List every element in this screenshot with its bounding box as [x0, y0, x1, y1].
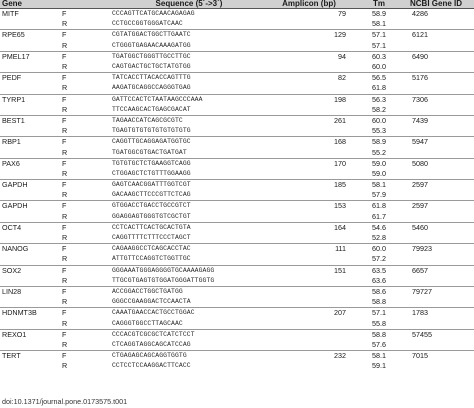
table-row: [0, 254, 474, 265]
sequence-cell: TATCACCTTACACCAGTTTG: [110, 73, 268, 84]
ncbi-gene-id-cell: [408, 105, 474, 116]
direction-cell: R: [62, 40, 68, 50]
tm-cell: 58.1: [372, 19, 386, 29]
amplicon-cell: 170: [268, 158, 350, 169]
amplicon-cell: [268, 297, 350, 308]
ncbi-gene-id-cell: 79923: [408, 244, 474, 255]
direction-cell: F: [60, 158, 110, 169]
ncbi-gene-id-cell: [408, 318, 474, 329]
amplicon-cell: [268, 318, 350, 329]
direction-cell: F: [60, 265, 110, 276]
amplicon-cell: 207: [268, 308, 350, 319]
ncbi-gene-id-cell: 4286: [408, 9, 474, 20]
ncbi-gene-id-cell: [408, 212, 474, 223]
ncbi-gene-id-cell: [408, 41, 474, 52]
sequence-cell: ACCGGACCTGGCTGATGG: [110, 286, 268, 297]
amplicon-cell: [268, 169, 350, 180]
amplicon-cell: 153: [268, 201, 350, 212]
table-row: [0, 340, 474, 351]
sequence-cell: CTGGAGCTCTGTTTGGAAGG: [112, 169, 191, 177]
tm-cell: 58.9: [350, 137, 408, 148]
amplicon-cell: [268, 254, 350, 265]
sequence-cell: GTGGACCTGACCTGCCGTCT: [110, 201, 268, 212]
col-header-ncbi-gene-id: NCBI Gene ID: [408, 0, 474, 9]
table-row: [0, 83, 474, 94]
direction-cell: F: [60, 30, 110, 41]
table-row: [0, 94, 474, 105]
direction-cell: R: [62, 83, 68, 93]
direction-cell: F: [60, 115, 110, 126]
amplicon-cell: 185: [268, 180, 350, 191]
direction-cell: R: [62, 62, 68, 72]
tm-cell: 58.8: [372, 297, 386, 307]
ncbi-gene-id-cell: [408, 190, 474, 201]
col-header-direction: [60, 0, 110, 9]
sequence-cell: GGGCCGAAGGACTCCAACTA: [112, 298, 191, 306]
gene-cell: [0, 318, 60, 329]
amplicon-cell: 94: [268, 51, 350, 62]
doi-caption: doi:10.1371/journal.pone.0173575.t001: [2, 397, 128, 406]
tm-cell: 56.5: [350, 73, 408, 84]
tm-cell: 60.0: [350, 115, 408, 126]
gene-cell: [0, 83, 60, 94]
table-row: [0, 51, 474, 62]
table-row: [0, 73, 474, 84]
direction-cell: F: [60, 351, 110, 362]
amplicon-cell: [268, 126, 350, 137]
sequence-cell: CCCAGTTCATGCAACAGAGAG: [110, 9, 268, 20]
tm-cell: 61.8: [350, 201, 408, 212]
direction-cell: F: [60, 73, 110, 84]
table-row: [0, 9, 474, 20]
ncbi-gene-id-cell: 7439: [408, 115, 474, 126]
table-header: [0, 0, 474, 9]
ncbi-gene-id-cell: [408, 126, 474, 137]
gene-cell: [0, 147, 60, 158]
ncbi-gene-id-cell: 6490: [408, 51, 474, 62]
amplicon-cell: [268, 276, 350, 287]
table-row: [0, 265, 474, 276]
gene-cell: SOX2: [0, 265, 60, 276]
col-header-sequence: Sequence (5´->3´): [110, 0, 268, 9]
gene-cell: REXO1: [0, 329, 60, 340]
gene-cell: [0, 254, 60, 265]
direction-cell: R: [62, 168, 68, 178]
table-row: [0, 19, 474, 30]
sequence-cell: CAGGTTGCAGGAGATGGTGC: [110, 137, 268, 148]
sequence-cell: CAGGTTTTCTTTCCCTAGCT: [112, 234, 191, 242]
sequence-cell: CTGAGAGCAGCAGGTGGTG: [110, 351, 268, 362]
gene-cell: [0, 62, 60, 73]
gene-cell: OCT4: [0, 222, 60, 233]
direction-cell: F: [60, 9, 110, 20]
direction-cell: R: [62, 254, 68, 264]
direction-cell: F: [60, 308, 110, 319]
ncbi-gene-id-cell: [408, 19, 474, 30]
direction-cell: R: [62, 211, 68, 221]
table-row: [0, 329, 474, 340]
amplicon-cell: [268, 19, 350, 30]
sequence-cell: CTCAGGTAGGCAGCATCCAG: [112, 340, 191, 348]
sequence-cell: TGATGGCTGGGTTGCCTTGC: [110, 51, 268, 62]
table-row: [0, 361, 474, 371]
sequence-cell: ATTGTTCCAGGTCTGGTTGC: [112, 255, 191, 263]
sequence-cell: CTGGGTGAGAACAAAGATGG: [112, 41, 191, 49]
ncbi-gene-id-cell: 57455: [408, 329, 474, 340]
sequence-cell: TTCCAAGCACTGAGCGACAT: [112, 105, 191, 113]
sequence-cell: CAGAAGGCCTCAGCACCTAC: [110, 244, 268, 255]
direction-cell: R: [62, 318, 68, 328]
sequence-cell: CAGGGTGGCCTTAGCAAC: [112, 319, 183, 327]
table-row: [0, 212, 474, 223]
gene-cell: PEDF: [0, 73, 60, 84]
amplicon-cell: [268, 286, 350, 297]
sequence-cell: TGAGTGTGTGTGTGTGTGTG: [112, 127, 191, 135]
tm-cell: 63.6: [372, 275, 386, 285]
tm-cell: 58.1: [350, 351, 408, 362]
gene-cell: LIN28: [0, 286, 60, 297]
gene-cell: RPE65: [0, 30, 60, 41]
direction-cell: F: [60, 244, 110, 255]
tm-cell: 59.1: [372, 361, 386, 371]
amplicon-cell: 198: [268, 94, 350, 105]
tm-cell: 60.0: [372, 62, 386, 72]
table-row: [0, 62, 474, 73]
tm-cell: 57.1: [350, 30, 408, 41]
table-row: [0, 201, 474, 212]
direction-cell: R: [62, 233, 68, 243]
tm-cell: 55.2: [372, 147, 386, 157]
gene-cell: [0, 19, 60, 30]
gene-cell: [0, 105, 60, 116]
table-row: [0, 147, 474, 158]
ncbi-gene-id-cell: [408, 83, 474, 94]
direction-cell: R: [62, 297, 68, 307]
table-row: [0, 308, 474, 319]
direction-cell: R: [62, 126, 68, 136]
ncbi-gene-id-cell: 2597: [408, 180, 474, 191]
amplicon-cell: [268, 340, 350, 351]
gene-cell: TERT: [0, 351, 60, 362]
gene-cell: HDNMT3B: [0, 308, 60, 319]
ncbi-gene-id-cell: 7306: [408, 94, 474, 105]
gene-cell: PAX6: [0, 158, 60, 169]
gene-cell: [0, 190, 60, 201]
amplicon-cell: 164: [268, 222, 350, 233]
amplicon-cell: [268, 105, 350, 116]
amplicon-cell: [268, 41, 350, 52]
ncbi-gene-id-cell: 6657: [408, 265, 474, 276]
direction-cell: F: [60, 329, 110, 340]
table-row: [0, 318, 474, 329]
table-row: [0, 30, 474, 41]
gene-cell: [0, 361, 60, 371]
table-row: [0, 158, 474, 169]
gene-cell: NANOG: [0, 244, 60, 255]
ncbi-gene-id-cell: 1783: [408, 308, 474, 319]
amplicon-cell: 82: [268, 73, 350, 84]
table-row: [0, 276, 474, 287]
tm-cell: 54.6: [350, 222, 408, 233]
direction-cell: F: [60, 286, 110, 297]
tm-cell: 57.1: [350, 308, 408, 319]
table-row: [0, 190, 474, 201]
amplicon-cell: 151: [268, 265, 350, 276]
ncbi-gene-id-cell: 5080: [408, 158, 474, 169]
sequence-cell: CAAATGAACCACTGCCTGGAC: [110, 308, 268, 319]
gene-cell: [0, 297, 60, 308]
direction-cell: R: [62, 275, 68, 285]
gene-cell: GAPDH: [0, 201, 60, 212]
table-row: [0, 233, 474, 244]
tm-cell: 55.8: [372, 318, 386, 328]
direction-cell: R: [62, 104, 68, 114]
direction-cell: R: [62, 361, 68, 371]
direction-cell: F: [60, 180, 110, 191]
sequence-cell: CCCACGTCGCGCTCATCTCCT: [110, 329, 268, 340]
tm-cell: 61.7: [372, 211, 386, 221]
tm-cell: 57.1: [372, 40, 386, 50]
gene-cell: [0, 126, 60, 137]
sequence-cell: AAGATGCAGGCCAGGGTGAG: [112, 84, 191, 92]
amplicon-cell: 79: [268, 9, 350, 20]
gene-cell: [0, 212, 60, 223]
tm-cell: 59.0: [372, 168, 386, 178]
table-row: [0, 351, 474, 362]
ncbi-gene-id-cell: [408, 297, 474, 308]
ncbi-gene-id-cell: 6121: [408, 30, 474, 41]
table-row: [0, 286, 474, 297]
tm-cell: 58.1: [350, 180, 408, 191]
sequence-cell: GACAAGCTTCCCGTTCTCAG: [112, 191, 191, 199]
amplicon-cell: 111: [268, 244, 350, 255]
table-row: [0, 137, 474, 148]
direction-cell: F: [60, 201, 110, 212]
sequence-cell: TGATGGCGTGACTGATGAT: [112, 148, 187, 156]
amplicon-cell: [268, 212, 350, 223]
direction-cell: F: [60, 222, 110, 233]
sequence-cell: GGGAAATGGGAGGGGTGCAAAAGAGG: [110, 265, 268, 276]
ncbi-gene-id-cell: 5947: [408, 137, 474, 148]
gene-cell: MITF: [0, 9, 60, 20]
col-header-amplicon: Amplicon (bp): [268, 0, 350, 9]
ncbi-gene-id-cell: [408, 233, 474, 244]
ncbi-gene-id-cell: [408, 62, 474, 73]
amplicon-cell: [268, 190, 350, 201]
tm-cell: 55.3: [372, 126, 386, 136]
amplicon-cell: 129: [268, 30, 350, 41]
ncbi-gene-id-cell: 5176: [408, 73, 474, 84]
sequence-cell: TGTGTGCTCTGAAGGTCAGG: [110, 158, 268, 169]
table-row: [0, 222, 474, 233]
table-row: [0, 169, 474, 180]
sequence-cell: GATTCCACTCTAATAAGCCCAAA: [110, 94, 268, 105]
table-row: [0, 126, 474, 137]
sequence-cell: CCTGCCGGTGGGATCAAC: [112, 20, 183, 28]
amplicon-cell: [268, 83, 350, 94]
table-row: [0, 41, 474, 52]
gene-cell: RBP1: [0, 137, 60, 148]
table-body: [0, 9, 474, 372]
sequence-cell: GAGTCAACGGATTTGGTCGT: [110, 180, 268, 191]
amplicon-cell: [268, 329, 350, 340]
table-row: [0, 297, 474, 308]
sequence-cell: CCTCCTCCAAGGACTTCACC: [112, 362, 191, 370]
sequence-cell: CCTCACTTCACTGCACTGTA: [110, 222, 268, 233]
table-row: [0, 244, 474, 255]
gene-cell: PMEL17: [0, 51, 60, 62]
col-header-gene: Gene: [0, 0, 60, 9]
table-row: [0, 180, 474, 191]
amplicon-cell: 261: [268, 115, 350, 126]
tm-cell: 61.8: [372, 83, 386, 93]
table-row: [0, 115, 474, 126]
tm-cell: 58.2: [372, 104, 386, 114]
sequence-cell: TTGCGTGAGTGTGGATGGGATTGGTG: [112, 276, 215, 284]
amplicon-cell: 232: [268, 351, 350, 362]
sequence-cell: CGTATGGACTGGCTTGAATC: [110, 30, 268, 41]
gene-cell: [0, 169, 60, 180]
amplicon-cell: 168: [268, 137, 350, 148]
direction-cell: R: [62, 339, 68, 349]
tm-cell: 58.8: [350, 329, 408, 340]
tm-cell: 59.0: [350, 158, 408, 169]
header-row: [0, 0, 474, 9]
amplicon-cell: [268, 147, 350, 158]
tm-cell: 58.9: [350, 9, 408, 20]
direction-cell: R: [62, 19, 68, 29]
ncbi-gene-id-cell: [408, 340, 474, 351]
sequence-cell: TAGAACCATCAGCGCGTC: [110, 115, 268, 126]
gene-cell: [0, 41, 60, 52]
table-row: [0, 105, 474, 116]
direction-cell: F: [60, 94, 110, 105]
ncbi-gene-id-cell: [408, 276, 474, 287]
tm-cell: 52.8: [372, 233, 386, 243]
tm-cell: 57.9: [372, 190, 386, 200]
direction-cell: R: [62, 190, 68, 200]
gene-cell: GAPDH: [0, 180, 60, 191]
direction-cell: F: [60, 51, 110, 62]
ncbi-gene-id-cell: 79727: [408, 286, 474, 297]
amplicon-cell: [268, 233, 350, 244]
ncbi-gene-id-cell: [408, 147, 474, 158]
amplicon-cell: [268, 361, 350, 371]
amplicon-cell: [268, 62, 350, 73]
tm-cell: 63.5: [350, 265, 408, 276]
sequence-cell: GGAGGAGTGGGTGTCGCTGT: [112, 212, 191, 220]
gene-cell: TYRP1: [0, 94, 60, 105]
sequence-cell: CAGTGACTGCTGCTATGTGG: [112, 63, 191, 71]
tm-cell: 57.2: [372, 254, 386, 264]
gene-cell: [0, 340, 60, 351]
ncbi-gene-id-cell: 7015: [408, 351, 474, 362]
gene-cell: BEST1: [0, 115, 60, 126]
tm-cell: 58.6: [350, 286, 408, 297]
tm-cell: 60.0: [350, 244, 408, 255]
tm-cell: 57.6: [372, 339, 386, 349]
gene-cell: [0, 276, 60, 287]
tm-cell: 60.3: [350, 51, 408, 62]
col-header-tm: Tm: [350, 0, 408, 9]
direction-cell: F: [60, 137, 110, 148]
ncbi-gene-id-cell: 2597: [408, 201, 474, 212]
ncbi-gene-id-cell: [408, 361, 474, 371]
gene-cell: [0, 233, 60, 244]
direction-cell: R: [62, 147, 68, 157]
ncbi-gene-id-cell: [408, 254, 474, 265]
ncbi-gene-id-cell: [408, 169, 474, 180]
tm-cell: 56.3: [350, 94, 408, 105]
ncbi-gene-id-cell: 5460: [408, 222, 474, 233]
